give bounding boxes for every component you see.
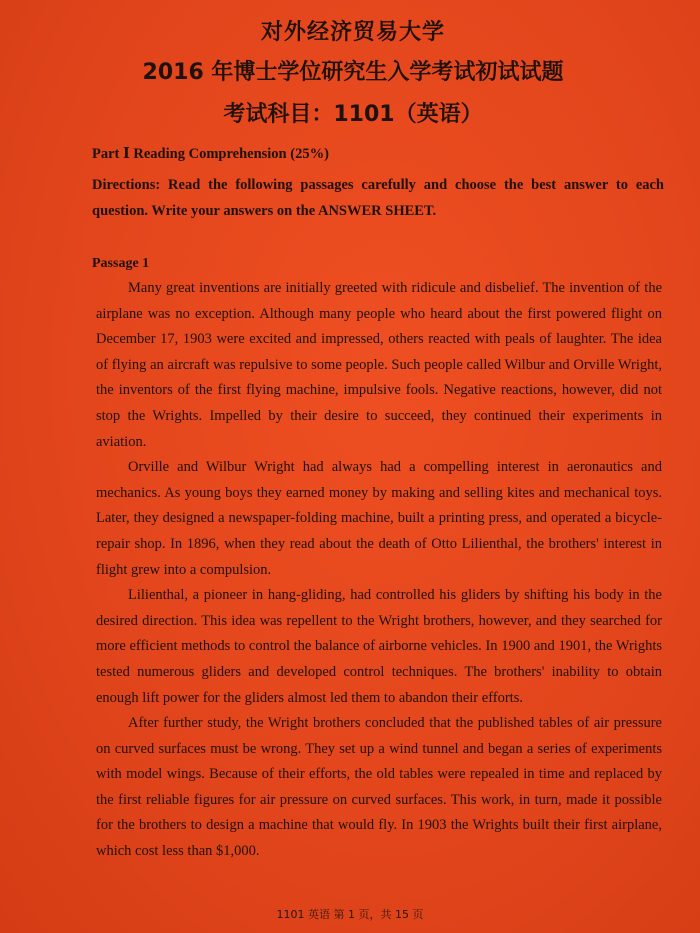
exam-title: 2016 年博士学位研究生入学考试初试试题 — [142, 60, 564, 85]
passage-paragraph-3: Lilienthal, a pioneer in hang-gliding, had controlled his gliders by shifting his body in the desired direction. This idea was repellent to the Wright brothers, however, and they searched for more efficient methods to control the balance of airborne vehicles. In 1900 and 1901, the Wrights tested numerous gliders and developed control techniques. The brothers' inability to obtain enough lift power for the gliders almost led them to abandon their efforts. — [96, 587, 662, 706]
directions-text: Directions: Read the following passages carefully and choose the best answer to each question. Write your answers on the ANSWER SHEET. — [92, 177, 664, 219]
university-name: 对外经济贸易大学 — [260, 20, 445, 45]
exam-subject: 考试科目：1101（英语） — [223, 102, 483, 127]
exam-header — [66, 18, 640, 130]
passage-paragraph-4: After further study, the Wright brothers concluded that the published tables of air pressure on curved surfaces must be wrong. They set up a wind tunnel and began a series of experiments with model wings. Because of their efforts, the old tables were repealed in time and replaced by the first reliable figures for air pressure on curved surfaces. This work, in turn, made it possible for the brothers to design a machine that would fly. In 1903 the Wrights built their first airplane, which cost less than $1,000. — [96, 715, 662, 860]
passage-paragraph-1: Many great inventions are initially greeted with ridicule and disbelief. The invention of the airplane was no exception. Although many people who heard about the first powered flight on December 17, 1903 were excited and impressed, others reacted with peals of laughter. The idea of flying an aircraft was repulsive to some people. Such people called Wilbur and Orville Wright, the inventors of the first flying machine, impulsive fools. Negative reactions, however, did not stop the Wrights. Impelled by their desire to succeed, they continued their experiments in aviation. — [96, 280, 662, 450]
part-title: Part Ⅰ Reading Comprehension (25%) — [92, 146, 329, 162]
page-footer: 1101 英语 第 1 页，共 15 页 — [276, 908, 424, 921]
passage-title: Passage 1 — [92, 256, 150, 271]
passage-paragraph-2: Orville and Wilbur Wright had always had a compelling interest in aeronautics and mechanics. As young boys they earned money by making and selling kites and mechanical toys. Later, they designed a newspaper-folding machine, built a printing press, and operated a bicycle-repair shop. In 1896, when they read about the death of Otto Lilienthal, the brothers' interest in flight grew into a compulsion. — [96, 459, 662, 578]
